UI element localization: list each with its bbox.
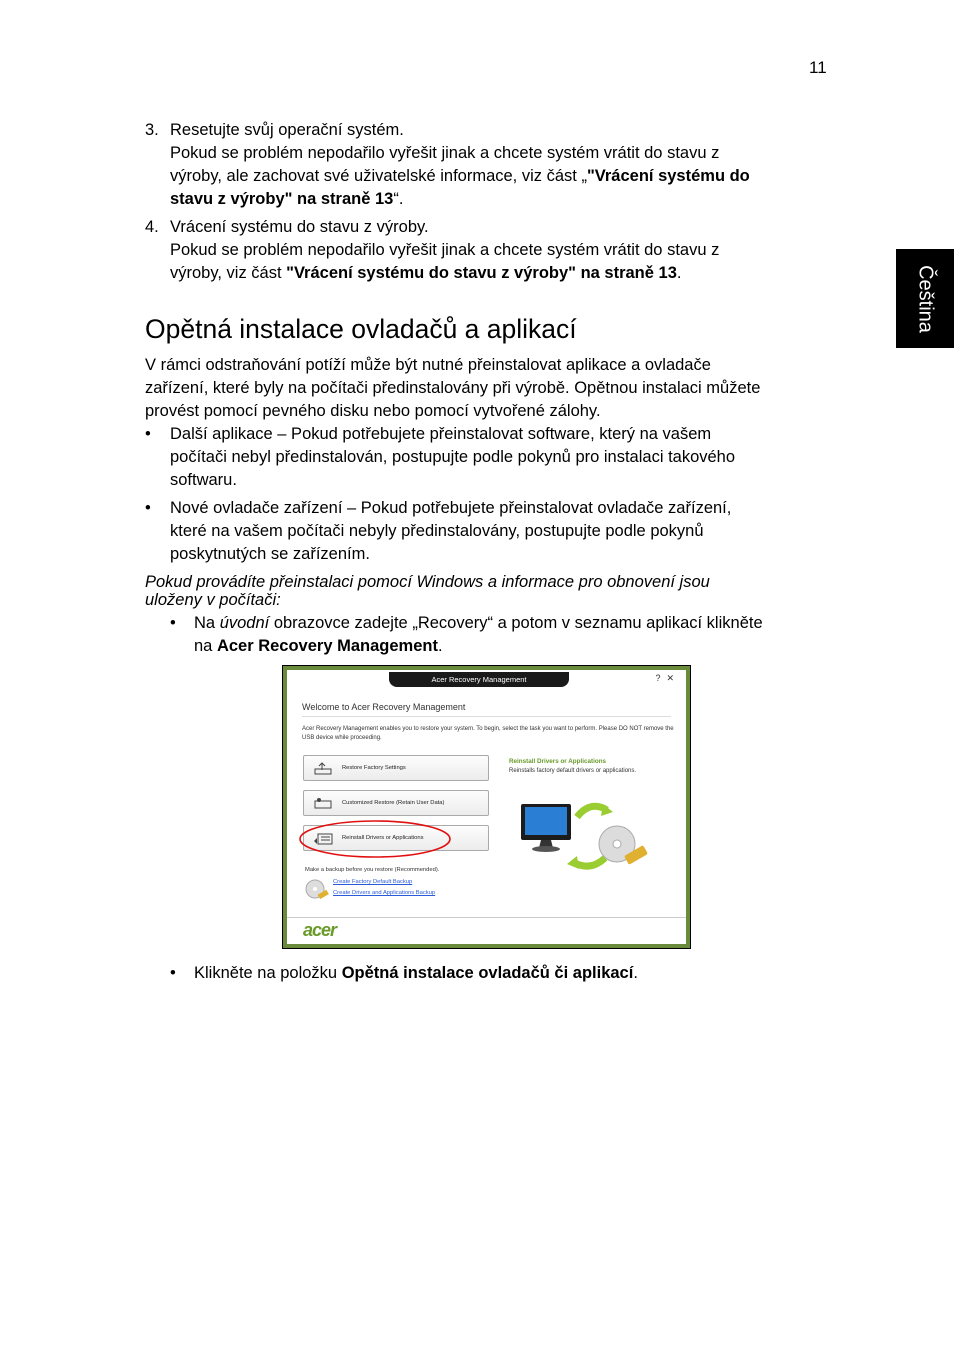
item4-title: Vrácení systému do stavu z výroby. — [170, 218, 429, 236]
item3-ref-link: "Vrácení systému do — [586, 167, 750, 185]
intro-line: V rámci odstraňování potíží může být nutné přeinstalovat aplikace a ovladače — [145, 356, 711, 374]
bullet: • — [145, 499, 151, 517]
title-bar — [287, 670, 686, 688]
right-panel-desc: Reinstalls factory default drivers or applications. — [509, 768, 637, 774]
bullet: • — [170, 964, 176, 982]
backup-disc-icon — [305, 878, 329, 902]
sub-bullet1-line2: na Acer Recovery Management. — [194, 637, 443, 655]
item3-number: 3. — [145, 121, 159, 139]
help-icon[interactable]: ? — [655, 673, 667, 683]
language-tab — [896, 249, 954, 348]
bullet2-line: Nové ovladače zařízení – Pokud potřebujete přeinstalovat ovladače zařízení, — [170, 499, 732, 517]
close-icon[interactable]: ✕ — [666, 673, 680, 683]
recovery-window — [286, 669, 687, 945]
create-drivers-backup-link[interactable]: Create Drivers and Applications Backup — [333, 890, 436, 896]
bullet1-line: počítači nebyl předinstalován, postupujte podle pokynů pro instalaci takového — [170, 448, 736, 466]
item3-line3: stavu z výroby" na straně 13“. — [170, 190, 404, 208]
monitor-disc-illustration-icon — [515, 792, 665, 872]
item3-line1: Pokud se problém nepodařilo vyřešit jinak a chcete systém vrátit do stavu z — [170, 144, 720, 162]
divider — [302, 716, 671, 717]
backup-note: Make a backup before you restore (Recommended). — [305, 867, 440, 873]
title-controls — [655, 673, 680, 684]
acer-logo: acer — [303, 920, 337, 940]
intro-line: zařízení, které byly na počítači předinstalovány při výrobě. Opětnou instalaci můžete — [145, 379, 761, 397]
create-factory-backup-link[interactable]: Create Factory Default Backup — [333, 879, 413, 885]
language-tab-label: Čeština — [914, 264, 937, 333]
item4-line1: Pokud se problém nepodařilo vyřešit jinak a chcete systém vrátit do stavu z — [170, 241, 720, 259]
item3-title: Resetujte svůj operační systém. — [170, 121, 404, 139]
window-title: Acer Recovery Management — [389, 672, 569, 687]
bullet2-line: poskytnutých se zařízením. — [170, 545, 370, 563]
item4-ref-link: "Vrácení systému do stavu z výroby" na straně 13 — [286, 264, 677, 282]
drive-icon — [313, 797, 333, 810]
item4-number: 4. — [145, 218, 159, 236]
bullet1-line: softwaru. — [170, 471, 237, 489]
bullet: • — [170, 614, 176, 632]
footer-divider — [287, 917, 686, 918]
highlight-ellipse — [295, 818, 455, 860]
section-title: Opětná instalace ovladačů a aplikací — [145, 314, 577, 344]
customized-restore-button[interactable]: Customized Restore (Retain User Data) — [303, 790, 489, 816]
intro-line: provést pomocí pevného disku nebo pomocí vytvořené zálohy. — [145, 402, 601, 420]
item3-line2: výroby, ale zachovat své uživatelské informace, viz část „"Vrácení systému do — [170, 167, 750, 185]
welcome-text: Welcome to Acer Recovery Management — [302, 702, 466, 712]
description: Acer Recovery Management enables you to restore your system. To begin, select the task you want to perform. Please DO NOT remove the USB device while proceeding. — [302, 726, 674, 741]
right-panel-title: Reinstall Drivers or Applications — [509, 758, 607, 765]
sub-bullet1-line1: Na úvodní obrazovce zadejte „Recovery“ a potom v seznamu aplikací klikněte — [194, 614, 763, 632]
restore-icon — [313, 762, 333, 775]
recovery-screenshot — [282, 665, 691, 949]
sub-bullet2: Klikněte na položku Opětná instalace ovladačů či aplikací. — [194, 964, 638, 982]
page-number: 11 — [809, 58, 827, 77]
bullet: • — [145, 425, 151, 443]
item4-line2: výroby, viz část "Vrácení systému do stavu z výroby" na straně 13. — [170, 264, 682, 282]
italic-note: Pokud provádíte přeinstalaci pomocí Windows a informace pro obnovení jsou — [145, 573, 710, 591]
bullet1-line: Další aplikace – Pokud potřebujete přeinstalovat software, který na vašem — [170, 425, 712, 443]
restore-factory-button[interactable]: Restore Factory Settings — [303, 755, 489, 781]
reinstall-drivers-button[interactable]: Reinstall Drivers or Applications — [303, 825, 489, 851]
bullet2-line: které na vašem počítači nebyly předinstalovány, postupujte podle pokynů — [170, 522, 704, 540]
italic-note: uloženy v počítači: — [145, 591, 281, 609]
